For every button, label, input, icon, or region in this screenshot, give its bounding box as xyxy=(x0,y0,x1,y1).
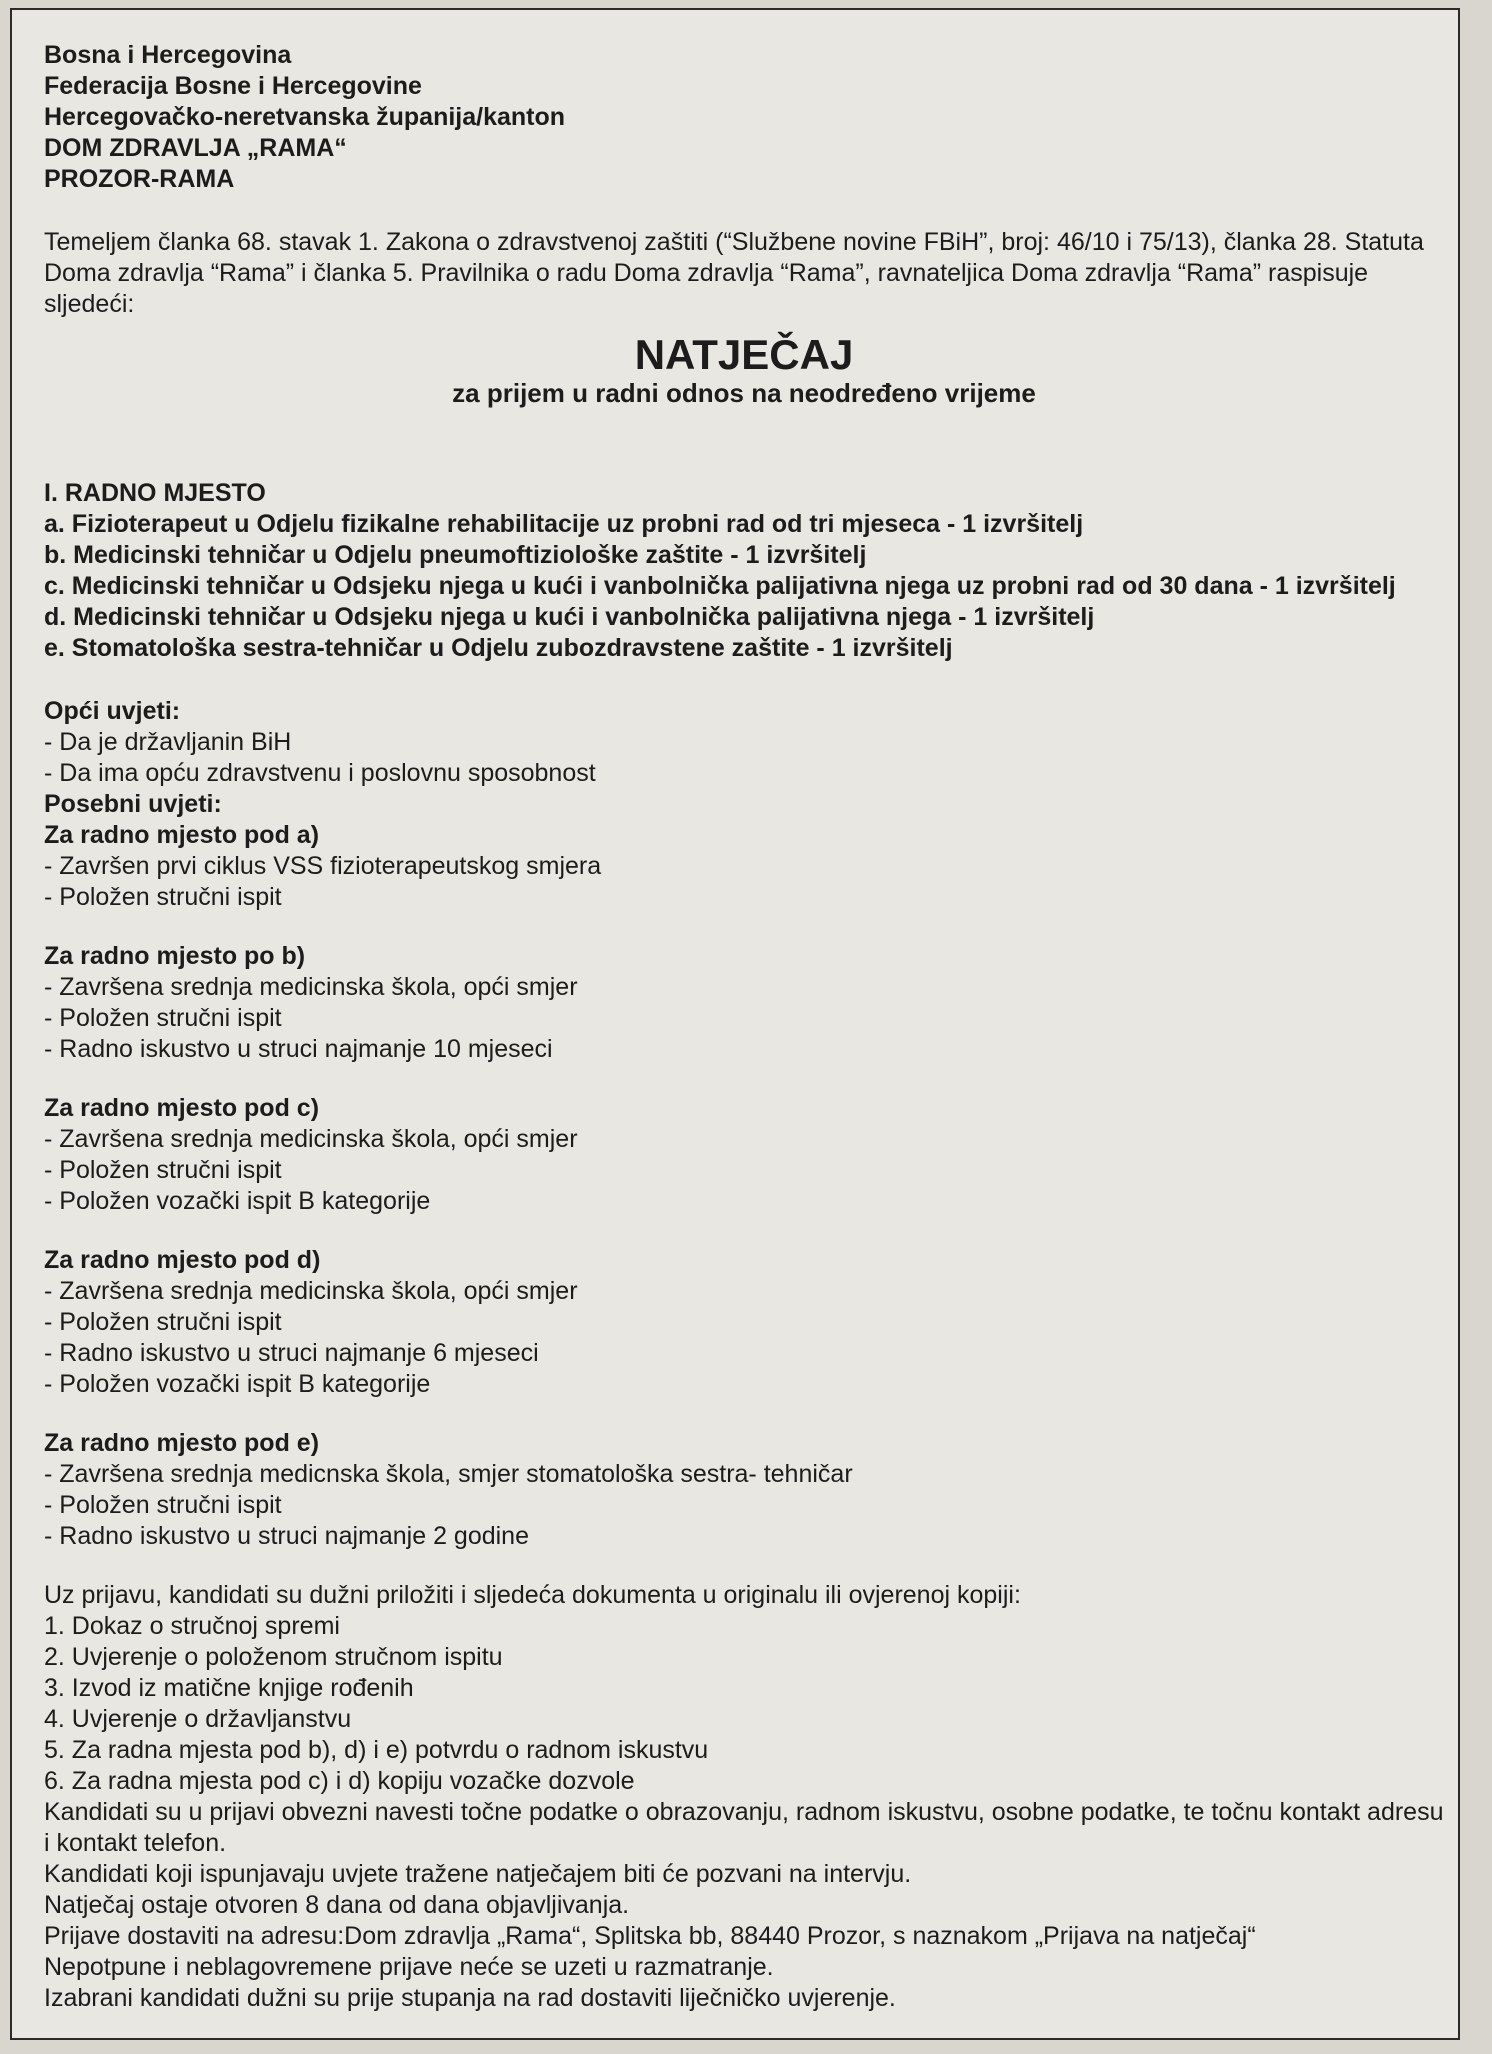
closing-section xyxy=(44,1797,1444,2014)
condition-item: - Položen stručni ispit xyxy=(44,883,282,911)
institution-header xyxy=(44,40,1444,195)
condition-item: - Radno iskustvo u struci najmanje 2 godine xyxy=(44,1522,529,1550)
position-b-heading: Za radno mjesto po b) xyxy=(44,942,306,970)
document-item: 2. Uvjerenje o položenom stručnom ispitu xyxy=(44,1643,503,1671)
condition-item: - Završena srednja medicnska škola, smjer stomatološka sestra- tehničar xyxy=(44,1460,853,1488)
documents-section xyxy=(44,1580,1444,1797)
positions-section xyxy=(44,478,1444,664)
header-line: DOM ZDRAVLJA „RAMA“ xyxy=(44,134,347,162)
condition-item: - Završena srednja medicinska škola, opći smjer xyxy=(44,1277,578,1305)
notice-content xyxy=(44,40,1444,2014)
general-conditions xyxy=(44,696,1444,789)
condition-item: - Da je državljanin BiH xyxy=(44,728,292,756)
header-line: PROZOR-RAMA xyxy=(44,165,235,193)
document-item: 4. Uvjerenje o državljanstvu xyxy=(44,1705,352,1733)
position-item: c. Medicinski tehničar u Odsjeku njega u kući i vanbolnička palijativna njega uz probni rad od 30 dana - 1 izvršitelj xyxy=(44,572,1396,600)
intro-paragraph: Temeljem članka 68. stavak 1. Zakona o zdravstvenoj zaštiti (“Službene novine FBiH”, broj: 46/10 i 75/13), članka 28. Statuta Doma zdravlja “Rama” i članka 5. Pravilnika o radu Doma zdravlja “Rama”, ravnateljica Doma zdravlja “Rama” raspisuje sljedeći: xyxy=(44,228,1424,318)
closing-line: Izabrani kandidati dužni su prije stupanja na rad dostaviti liječničko uvjerenje. xyxy=(44,1984,896,2012)
document-item: 6. Za radna mjesta pod c) i d) kopiju vozačke dozvole xyxy=(44,1767,635,1795)
condition-item: - Položen stručni ispit xyxy=(44,1308,282,1336)
condition-item: - Završena srednja medicinska škola, opći smjer xyxy=(44,973,578,1001)
position-item: a. Fizioterapeut u Odjelu fizikalne rehabilitacije uz probni rad od tri mjeseca - 1 izvršitelj xyxy=(44,510,1084,538)
closing-line: Natječaj ostaje otvoren 8 dana od dana objavljivanja. xyxy=(44,1891,630,1919)
document-item: 5. Za radna mjesta pod b), d) i e) potvrdu o radnom iskustvu xyxy=(44,1736,709,1764)
notice-subtitle: za prijem u radni odnos na neodređeno vrijeme xyxy=(452,378,1036,408)
position-e-heading: Za radno mjesto pod e) xyxy=(44,1429,320,1457)
document-item: 1. Dokaz o stručnoj spremi xyxy=(44,1612,340,1640)
position-a-heading: Za radno mjesto pod a) xyxy=(44,821,320,849)
special-heading: Posebni uvjeti: xyxy=(44,790,222,818)
general-heading: Opći uvjeti: xyxy=(44,697,181,725)
position-d-heading: Za radno mjesto pod d) xyxy=(44,1246,321,1274)
condition-item: - Završena srednja medicinska škola, opći smjer xyxy=(44,1125,578,1153)
notice-frame xyxy=(10,8,1460,2040)
condition-item: - Položen stručni ispit xyxy=(44,1491,282,1519)
position-item: e. Stomatološka sestra-tehničar u Odjelu zubozdravstene zaštite - 1 izvršitelj xyxy=(44,634,953,662)
header-line: Federacija Bosne i Hercegovine xyxy=(44,72,422,100)
condition-item: - Položen stručni ispit xyxy=(44,1156,282,1184)
special-conditions xyxy=(44,789,1444,1552)
notice-title: NATJEČAJ xyxy=(634,331,854,378)
document-item: 3. Izvod iz matične knjige rođenih xyxy=(44,1674,414,1702)
closing-line: Kandidati koji ispunjavaju uvjete tražene natječajem biti će pozvani na intervju. xyxy=(44,1860,912,1888)
documents-intro: Uz prijavu, kandidati su dužni priložiti i sljedeća dokumenta u originalu ili ovjerenoj kopiji: xyxy=(44,1581,1021,1609)
condition-item: - Položen vozački ispit B kategorije xyxy=(44,1187,431,1215)
position-item: d. Medicinski tehničar u Odsjeku njega u kući i vanbolnička palijativna njega - 1 izvršitelj xyxy=(44,603,1095,631)
condition-item: - Položen vozački ispit B kategorije xyxy=(44,1370,431,1398)
positions-heading: I. RADNO MJESTO xyxy=(44,479,266,507)
header-line: Hercegovačko-neretvanska županija/kanton xyxy=(44,103,566,131)
condition-item: - Položen stručni ispit xyxy=(44,1004,282,1032)
header-line: Bosna i Hercegovina xyxy=(44,41,292,69)
closing-line: Prijave dostaviti na adresu:Dom zdravlja „Rama“, Splitska bb, 88440 Prozor, s naznakom „Prijava na natječaj“ xyxy=(44,1922,1256,1950)
closing-line: Kandidati su u prijavi obvezni navesti točne podatke o obrazovanju, radnom iskustvu, osobne podatke, te točnu kontakt adresu i kontakt telefon. xyxy=(44,1798,1444,1857)
position-c-heading: Za radno mjesto pod c) xyxy=(44,1094,320,1122)
condition-item: - Da ima opću zdravstvenu i poslovnu sposobnost xyxy=(44,759,596,787)
condition-item: - Radno iskustvo u struci najmanje 6 mjeseci xyxy=(44,1339,539,1367)
condition-item: - Završen prvi ciklus VSS fizioterapeutskog smjera xyxy=(44,852,602,880)
condition-item: - Radno iskustvo u struci najmanje 10 mjeseci xyxy=(44,1035,553,1063)
position-item: b. Medicinski tehničar u Odjelu pneumoftiziološke zaštite - 1 izvršitelj xyxy=(44,541,867,569)
closing-line: Nepotpune i neblagovremene prijave neće se uzeti u razmatranje. xyxy=(44,1953,774,1981)
